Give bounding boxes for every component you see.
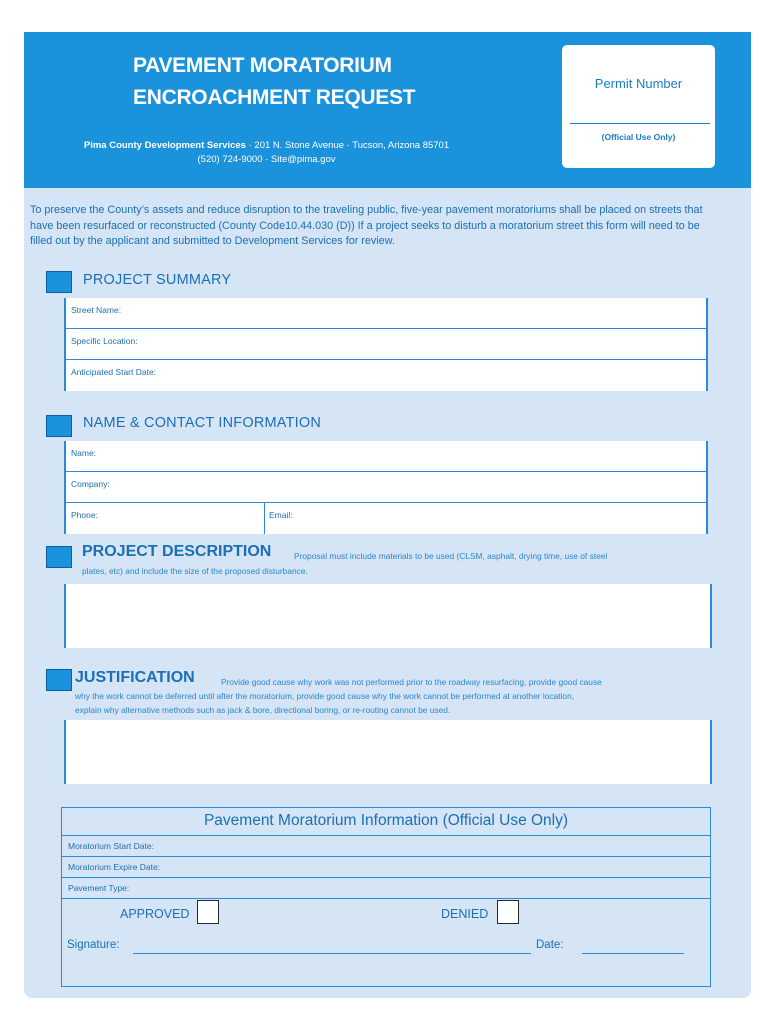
contact-table [64,441,708,534]
pavement-type-label: Pavement Type: [68,883,130,893]
denied-checkbox[interactable] [497,900,519,924]
justification-input[interactable] [64,720,712,784]
project-description-hint-2: plates, etc) and include the size of the proposed disturbance. [82,566,308,576]
project-description-checkbox[interactable] [46,546,72,568]
approved-checkbox[interactable] [197,900,219,924]
justification-heading: JUSTIFICATION [75,669,195,686]
justification-hint-2: why the work cannot be deferred until after the moratorium, provide good cause why the work cannot be performed at another location, [75,691,575,701]
date-label: Date: [536,939,564,951]
org-address [24,139,509,167]
start-date-field[interactable] [66,360,706,391]
form-title [133,50,415,114]
official-use-title: Pavement Moratorium Information (Official Use Only) [203,812,569,829]
phone-email-row [66,503,706,534]
project-description-heading: PROJECT DESCRIPTION [82,543,272,560]
justification-hint-3: explain why alternative methods such as jack & bore, directional boring, or re-routing cannot be used. [75,705,451,715]
contact-checkbox[interactable] [46,415,72,437]
email-label[interactable]: Email: [269,510,293,520]
street-name-label: Street Name: [71,305,122,315]
date-line[interactable] [582,953,684,954]
signature-line[interactable] [133,953,531,954]
intro-text: To preserve the County’s assets and reduce disruption to the traveling public, five-year pavement moratoriums shall be placed on streets that have been resurfaced or reconstructed (County Code10.44.030 (D)) If a project seeks to disturb a moratorium street this form will need to be filled out by the applicant and submitted to Development Services for review. [30,204,703,247]
specific-location-field[interactable] [66,329,706,360]
org-street: · 201 N. Stone Avenue · Tucson, Arizona 85701 [245,140,450,151]
phone-label[interactable]: Phone: [71,510,98,520]
contact-heading: NAME & CONTACT INFORMATION [83,415,322,431]
project-description-input[interactable] [64,584,712,648]
company-label: Company: [71,479,110,489]
permit-official-note: (Official Use Only) [601,132,676,142]
street-name-field[interactable] [66,298,706,329]
specific-location-label: Specific Location: [71,336,138,346]
justification-checkbox[interactable] [46,669,72,691]
moratorium-expire-field[interactable] [62,857,710,878]
justification-hint-1: Provide good cause why work was not performed prior to the roadway resurfacing, provide good cause [221,677,602,687]
phone-email-divider [264,503,265,534]
denied-label: DENIED [441,907,489,921]
official-use-rows [62,835,710,899]
permit-number-label: Permit Number [594,76,683,91]
project-summary-heading: PROJECT SUMMARY [83,272,232,288]
moratorium-start-label: Moratorium Start Date: [68,841,154,851]
form-title-line1: PAVEMENT MORATORIUM [133,54,392,77]
project-summary-table [64,298,708,391]
pavement-type-field[interactable] [62,878,710,899]
permit-number-box[interactable] [562,45,715,168]
project-summary-checkbox[interactable] [46,271,72,293]
org-contact: (520) 724-9000 · Site@pima.gov [197,154,336,165]
permit-number-line [570,123,710,124]
moratorium-start-field[interactable] [62,836,710,857]
start-date-label: Anticipated Start Date: [71,367,157,377]
company-field[interactable] [66,472,706,503]
approved-label: APPROVED [120,907,190,921]
signature-label: Signature: [67,939,120,951]
project-description-hint-1: Proposal must include materials to be used (CLSM, asphalt, drying time, use of steel [294,551,608,561]
official-use-panel [61,807,711,987]
name-label: Name: [71,448,97,458]
name-field[interactable] [66,441,706,472]
moratorium-expire-label: Moratorium Expire Date: [68,862,161,872]
form-title-line2: ENCROACHMENT REQUEST [133,86,416,109]
org-name: Pima County Development Services [83,140,246,151]
